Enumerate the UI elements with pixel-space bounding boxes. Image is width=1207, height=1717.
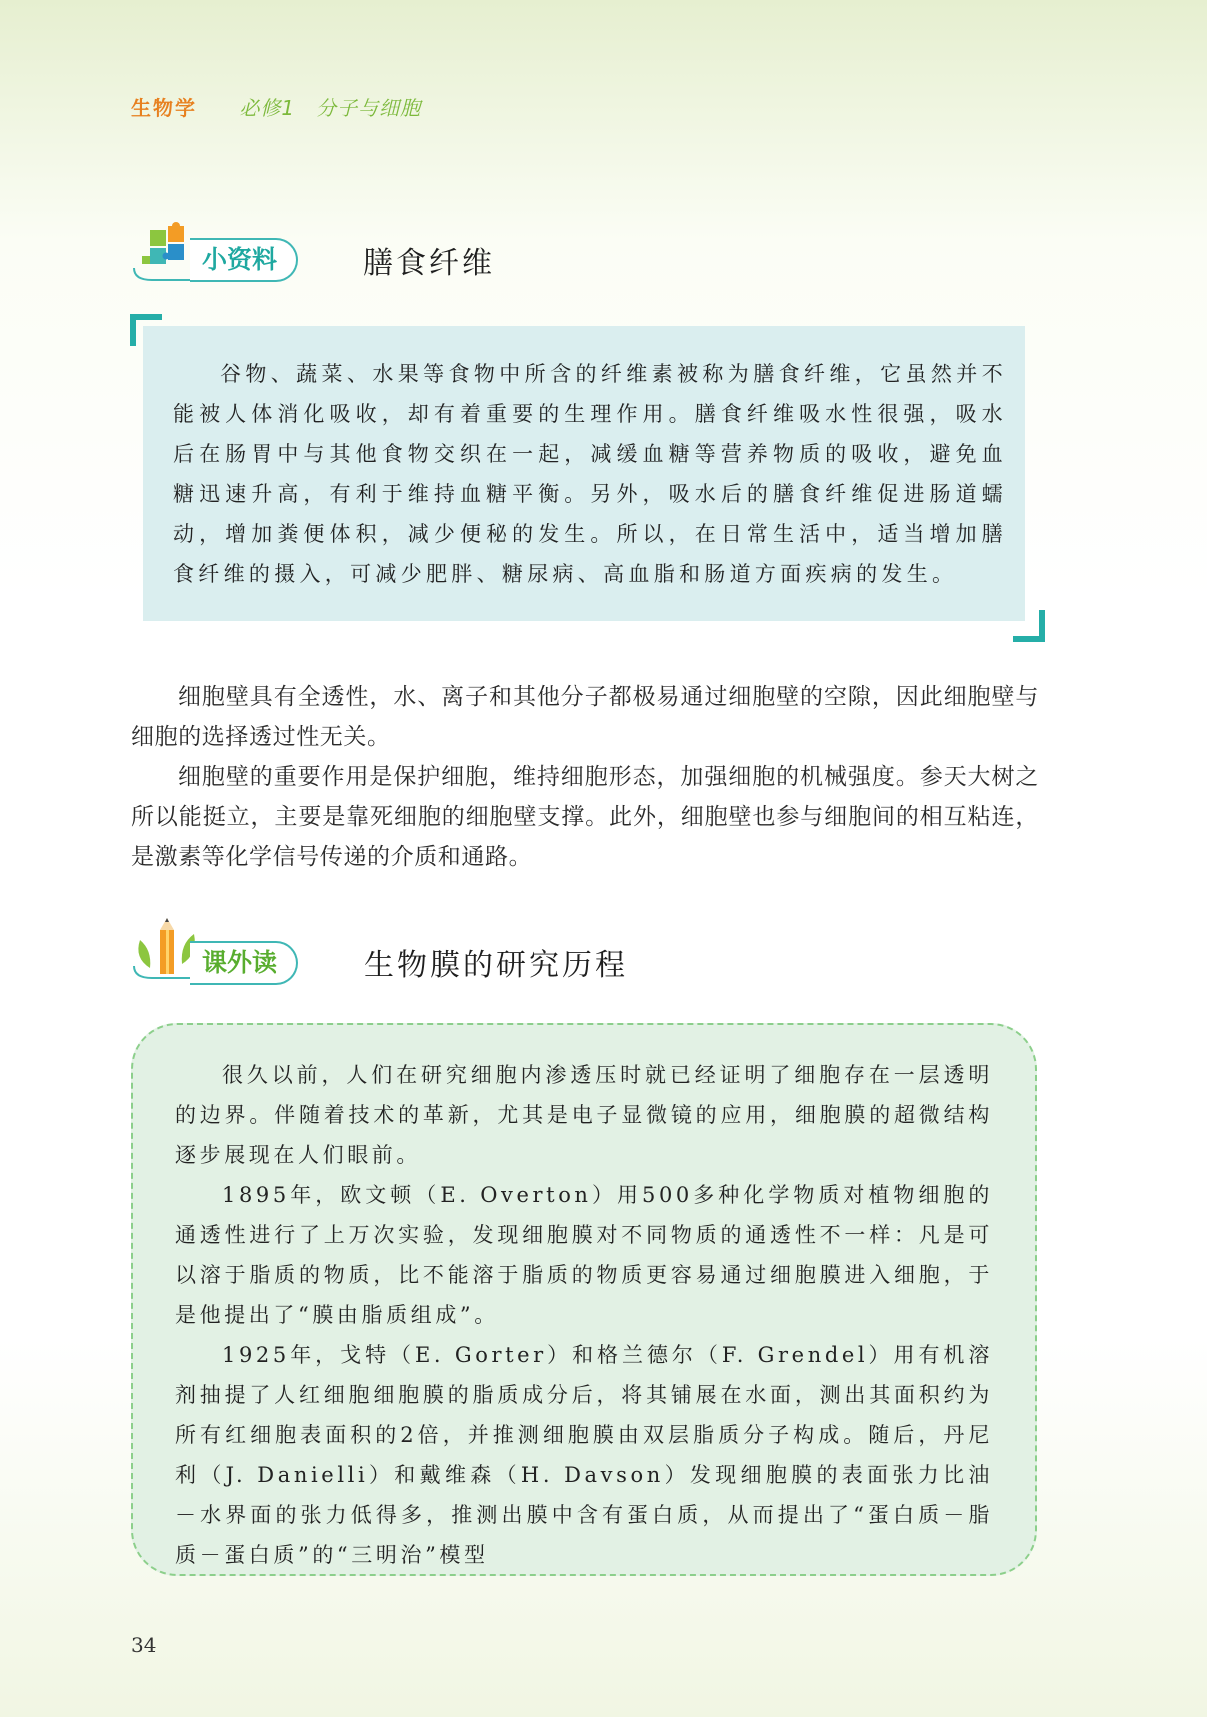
- header-book-title: 必修1 分子与细胞: [239, 96, 422, 120]
- reading-paragraph: 很久以前，人们在研究细胞内渗透压时就已经证明了细胞存在一层透明的边界。伴随着技术的革新，尤其是电子显微镜的应用，细胞膜的超微结构逐步展现在人们眼前。: [175, 1063, 993, 1167]
- reading-paragraph: 1925年，戈特（E. Gorter）和格兰德尔（F. Grendel）用有机溶剂抽提了人红细胞细胞膜的脂质成分后，将其铺展在水面，测出其面积约为所有红细胞表面积的2倍，并推测细胞膜由双层脂质分子构成。随后，丹尼利（J. Danielli）和戴维森（H. Davson）发现细胞膜的表面张力比油－水界面的张力低得多，推测出膜中含有蛋白质，从而提出了“蛋白质－脂质－蛋白质”的“三明治”模型: [175, 1343, 993, 1567]
- data-badge-label: 小资料: [202, 245, 278, 274]
- reading-section-title: 生物膜的研究历程: [364, 948, 628, 983]
- body-paragraph: 细胞壁的重要作用是保护细胞，维持细胞形态，加强细胞的机械强度。参天大树之所以能挺立，主要是靠死细胞的细胞壁支撑。此外，细胞壁也参与细胞间的相互粘连，是激素等化学信号传递的介质和通路。: [131, 764, 1039, 870]
- data-box-corner-top-left: [130, 314, 162, 346]
- data-box-corner-bottom-right: [1013, 610, 1045, 642]
- body-paragraph: 细胞壁具有全透性，水、离子和其他分子都极易通过细胞壁的空隙，因此细胞壁与细胞的选择透过性无关。: [131, 684, 1039, 750]
- reading-box: [131, 1023, 1037, 1576]
- body-text: [131, 677, 1039, 877]
- data-badge: [190, 238, 298, 282]
- data-box: [143, 326, 1025, 621]
- reading-paragraph: 1895年，欧文顿（E. Overton）用500多种化学物质对植物细胞的通透性进行了上万次实验，发现细胞膜对不同物质的通透性不一样：凡是可以溶于脂质的物质，比不能溶于脂质的物质更容易通过细胞膜进入细胞，于是他提出了“膜由脂质组成”。: [175, 1183, 993, 1327]
- header-subject: 生物学: [131, 96, 197, 120]
- reading-badge-label: 课外读: [202, 948, 278, 977]
- page-number: 34: [131, 1633, 157, 1657]
- data-box-paragraph: 谷物、蔬菜、水果等食物中所含的纤维素被称为膳食纤维，它虽然并不能被人体消化吸收，却有着重要的生理作用。膳食纤维吸水性很强，吸水后在肠胃中与其他食物交织在一起，减缓血糖等营养物质的吸收，避免血糖迅速升高，有利于维持血糖平衡。另外，吸水后的膳食纤维促进肠道蠕动，增加粪便体积，减少便秘的发生。所以，在日常生活中，适当增加膳食纤维的摄入，可减少肥胖、糖尿病、高血脂和肠道方面疾病的发生。: [173, 362, 1007, 586]
- running-header: [131, 92, 421, 121]
- data-section-title: 膳食纤维: [363, 246, 495, 281]
- reading-badge: [190, 941, 298, 985]
